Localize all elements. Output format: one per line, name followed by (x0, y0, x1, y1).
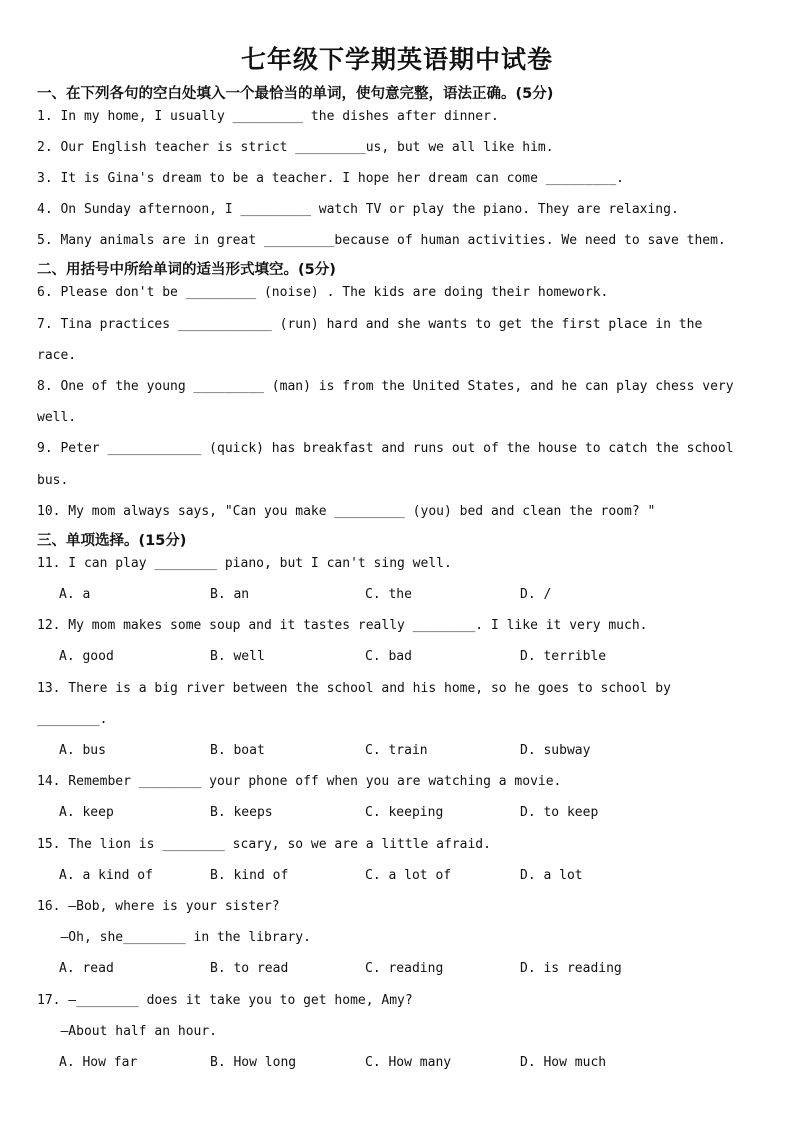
option-b: B. to read (210, 961, 289, 976)
option-c: C. How many (365, 1055, 452, 1070)
question-9: 9. Peter ____________ (quick) has breakfast and runs out of the house to catch the school (37, 441, 734, 456)
question-16-reply: —Oh, she________ in the library. (37, 930, 311, 945)
question-16: 16. —Bob, where is your sister? (37, 899, 280, 914)
option-c: C. the (365, 587, 412, 602)
option-a: A. a kind of (59, 868, 153, 883)
question-13: 13. There is a big river between the school and his home, so he goes to school by (37, 681, 671, 696)
question-11-options (59, 587, 759, 607)
option-d: D. How much (520, 1055, 607, 1070)
section-2-heading: 二、用括号中所给单词的适当形式填空。(5分) (37, 262, 336, 278)
option-a: A. bus (59, 743, 106, 758)
question-12-options (59, 649, 759, 669)
question-15: 15. The lion is ________ scary, so we are a little afraid. (37, 837, 491, 852)
option-c: C. bad (365, 649, 412, 664)
option-b: B. an (210, 587, 250, 602)
question-8: 8. One of the young _________ (man) is from the United States, and he can play chess very (37, 379, 734, 394)
question-4: 4. On Sunday afternoon, I _________ watch TV or play the piano. They are relaxing. (37, 202, 679, 217)
section-1-heading: 一、在下列各句的空白处填入一个最恰当的单词，使句意完整，语法正确。(5分) (37, 86, 554, 102)
option-c: C. a lot of (365, 868, 452, 883)
question-10: 10. My mom always says, "Can you make _________ (you) bed and clean the room? " (37, 504, 656, 519)
option-a: A. keep (59, 805, 114, 820)
option-d: D. terrible (520, 649, 607, 664)
question-14: 14. Remember ________ your phone off when you are watching a movie. (37, 774, 562, 789)
option-c: C. keeping (365, 805, 444, 820)
option-c: C. reading (365, 961, 444, 976)
option-b: B. well (210, 649, 265, 664)
question-12: 12. My mom makes some soup and it tastes really ________. I like it very much. (37, 618, 648, 633)
question-5: 5. Many animals are in great _________because of human activities. We need to save them. (37, 233, 726, 248)
question-11: 11. I can play ________ piano, but I can't sing well. (37, 556, 452, 571)
question-17-options (59, 1055, 759, 1075)
question-1: 1. In my home, I usually _________ the dishes after dinner. (37, 109, 499, 124)
question-7-continued: race. (37, 348, 77, 363)
option-a: A. a (59, 587, 91, 602)
exam-title: 七年级下学期英语期中试卷 (240, 45, 553, 74)
option-c: C. train (365, 743, 428, 758)
option-b: B. boat (210, 743, 265, 758)
option-d: D. a lot (520, 868, 583, 883)
question-13-options (59, 743, 759, 763)
question-17-reply: —About half an hour. (37, 1024, 218, 1039)
question-7: 7. Tina practices ____________ (run) hard and she wants to get the first place in the (37, 317, 703, 332)
option-a: A. good (59, 649, 114, 664)
question-3: 3. It is Gina's dream to be a teacher. I hope her dream can come _________. (37, 171, 624, 186)
question-16-options (59, 961, 759, 981)
option-d: D. is reading (520, 961, 622, 976)
question-2: 2. Our English teacher is strict _________us, but we all like him. (37, 140, 554, 155)
option-b: B. kind of (210, 868, 289, 883)
option-d: D. subway (520, 743, 591, 758)
option-a: A. read (59, 961, 114, 976)
option-a: A. How far (59, 1055, 138, 1070)
question-6: 6. Please don't be _________ (noise) . The kids are doing their homework. (37, 285, 609, 300)
question-15-options (59, 868, 759, 888)
question-17: 17. —________ does it take you to get home, Amy? (37, 993, 413, 1008)
option-b: B. How long (210, 1055, 297, 1070)
question-13-continued: ________. (37, 712, 108, 727)
option-d: D. / (520, 587, 552, 602)
option-b: B. keeps (210, 805, 273, 820)
option-d: D. to keep (520, 805, 599, 820)
question-8-continued: well. (37, 410, 77, 425)
question-9-continued: bus. (37, 473, 69, 488)
question-14-options (59, 805, 759, 825)
section-3-heading: 三、单项选择。(15分) (37, 533, 187, 549)
